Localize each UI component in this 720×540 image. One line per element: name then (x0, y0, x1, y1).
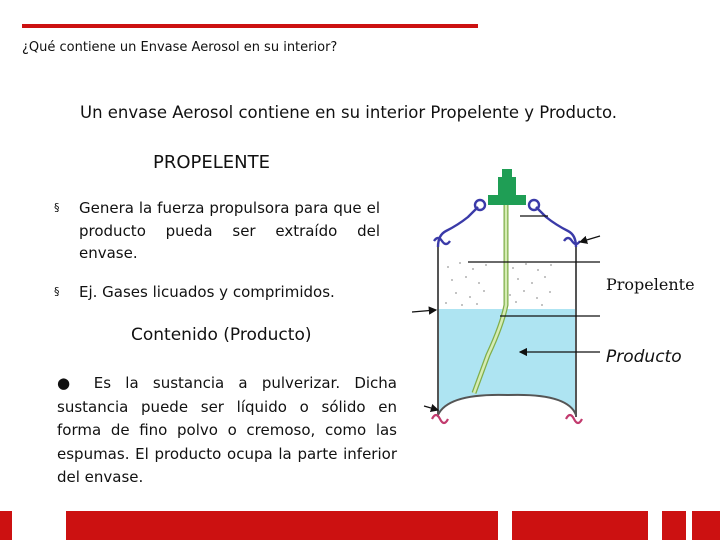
propelente-bullet-2 (54, 281, 380, 304)
producto-label: Producto (606, 347, 682, 367)
bullet-marker: § (54, 285, 60, 298)
valve-actuator (488, 169, 526, 205)
can-crimp-bottom (432, 415, 582, 423)
propelente-bullet-1 (54, 197, 380, 265)
bullet-text: Ej. Gases licuados y comprimidos. (79, 283, 335, 301)
propellant-gas-area (445, 262, 552, 306)
title-underline (22, 24, 478, 28)
bullet-marker: § (54, 201, 60, 214)
propelente-heading: PROPELENTE (153, 152, 270, 173)
footer-decoration (0, 511, 720, 540)
bullet-text: Genera la fuerza propulsora para que el producto pueda ser extraído del envase. (79, 199, 380, 262)
producto-description: ● Es la sustancia a pulverizar. Dicha sustancia puede ser líquido o sólido en forma de fino polvo o cremoso, como las espumas. El producto ocupa la parte inferior del envase. (57, 374, 397, 486)
propelente-label: Propelente (606, 275, 695, 294)
intro-sentence: Un envase Aerosol contiene en su interior Propelente y Producto. (80, 103, 617, 122)
aerosol-can-diagram (418, 165, 596, 440)
slide-title: ¿Qué contiene un Envase Aerosol en su interior? (22, 40, 338, 55)
producto-heading: Contenido (Producto) (131, 325, 312, 345)
